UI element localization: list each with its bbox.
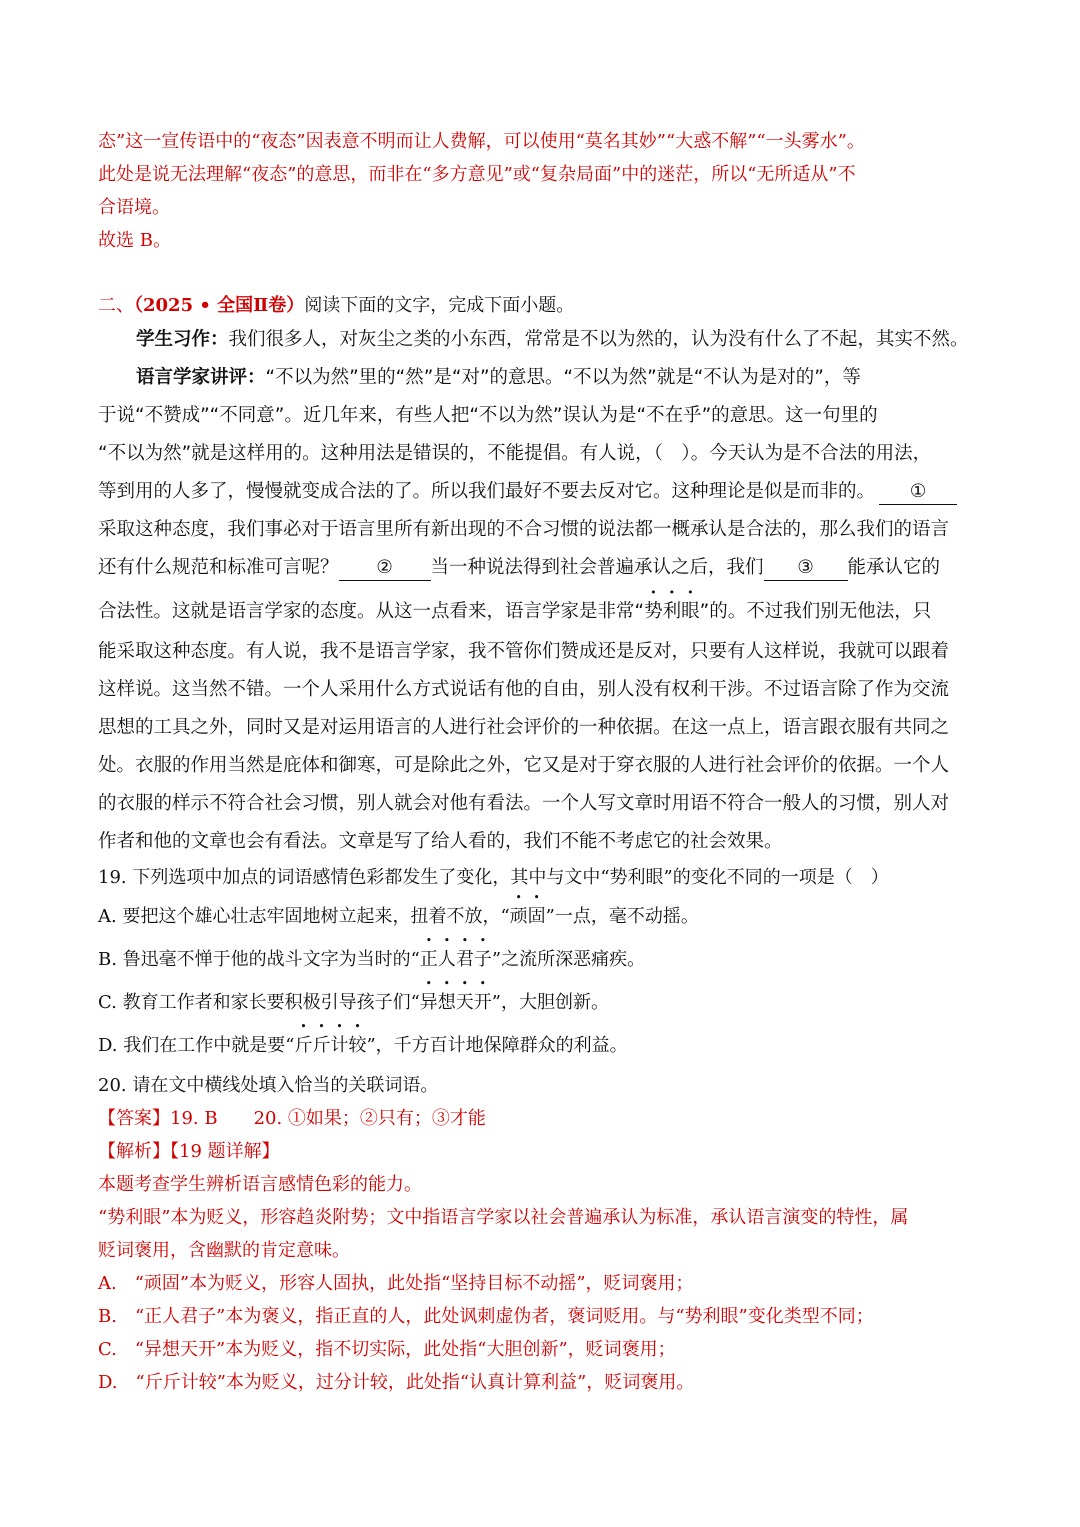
passage-text: 合法性。这就是语言学家的态度。从这一点看来，语言学家是非常“ bbox=[98, 601, 645, 622]
analysis-option-d: D. “斤斤计较”本为贬义，过分计较，此处指“认真计算利益”，贬词褒用。 bbox=[98, 1372, 695, 1393]
passage-line bbox=[98, 600, 931, 624]
blank-1: ① bbox=[879, 480, 957, 505]
passage-line bbox=[98, 556, 940, 581]
explanation-line: 态”这一宣传语中的“夜态”因表意不明而让人费解，可以使用“莫名其妙”“大惑不解”“一头雾水”。 bbox=[98, 131, 865, 152]
passage-line: 采取这种态度，我们事必对于语言里所有新出现的不合习惯的说法都一概承认是合法的，那么我们的语言 bbox=[98, 519, 950, 540]
option-text: ”，千方百计地保障群众的利益。 bbox=[366, 1035, 628, 1056]
emphasis-char: 固 bbox=[527, 906, 546, 927]
option-a bbox=[98, 905, 699, 929]
passage-text: 我们很多人，对灰尘之类的小东西，常常是不以为然的，认为没有什么了不起，其实不然。 bbox=[228, 329, 969, 350]
question-19-stem: 19. 下列选项中加点的词语感情色彩都发生了变化，其中与文中“势利眼”的变化不同的一项是（ ） bbox=[98, 867, 889, 888]
dotted-word bbox=[294, 1035, 366, 1056]
section-instruction: 阅读下面的文字，完成下面小题。 bbox=[304, 295, 575, 316]
passage-line: 于说“不赞成”“不同意”。近几年来，有些人把“不以为然”误认为是“不在乎”的意思。这一句里的 bbox=[98, 405, 878, 426]
emphasis-char: 正 bbox=[419, 949, 438, 970]
emphasis-char: 斤 bbox=[294, 1035, 313, 1056]
passage-line: 处。衣服的作用当然是庇体和御寒，可是除此之外，它又是对于穿衣服的人进行社会评价的依据。一个人 bbox=[98, 755, 950, 776]
option-d bbox=[98, 1034, 628, 1058]
option-text: ”，大胆创新。 bbox=[491, 992, 609, 1013]
passage-text: “不以为然”里的“然”是“对”的意思。“不以为然”就是“不认为是对的”，等 bbox=[265, 367, 861, 388]
emphasis-char: 想 bbox=[437, 992, 456, 1013]
option-text: C. 教育工作者和家长要积极引导孩子们“ bbox=[98, 992, 420, 1013]
section-heading bbox=[98, 294, 574, 318]
emphasis-char: 顽 bbox=[509, 906, 528, 927]
conclusion-line: 故选 B。 bbox=[98, 230, 171, 251]
analysis-line: 贬词褒用，含幽默的肯定意味。 bbox=[98, 1240, 350, 1261]
analysis-line: “势利眼”本为贬义，形容趋炎附势；文中指语言学家以社会普遍承认为标准，承认语言演变的特性，属 bbox=[98, 1207, 909, 1228]
emphasis-char: 计 bbox=[330, 1035, 349, 1056]
emphasis-char: 斤 bbox=[312, 1035, 331, 1056]
emphasis-char: 开 bbox=[473, 992, 492, 1013]
passage-line: 能采取这种态度。有人说，我不是语言学家，我不管你们赞成还是反对，只要有人这样说，我就可以跟着 bbox=[98, 641, 950, 662]
option-text: A. 要把这个雄心壮志牢固地树立起来，扭着不放，“ bbox=[98, 906, 510, 927]
analysis-line: 本题考查学生辨析语言感情色彩的能力。 bbox=[98, 1174, 422, 1195]
analysis-heading: 【解析】【19 题详解】 bbox=[98, 1141, 280, 1162]
explanation-line: 此处是说无法理解“夜态”的意思，而非在“多方意见”或“复杂局面”中的迷茫，所以“无所适从”不 bbox=[98, 164, 856, 185]
emphasis-char: 利 bbox=[662, 601, 682, 622]
question-20-stem: 20. 请在文中横线处填入恰当的关联词语。 bbox=[98, 1075, 439, 1096]
blank-3: ③ bbox=[764, 556, 848, 581]
analysis-option-c: C. “异想天开”本为贬义，指不切实际，此处指“大胆创新”，贬词褒用； bbox=[98, 1339, 676, 1360]
option-c bbox=[98, 991, 609, 1015]
emphasis-char: 较 bbox=[348, 1035, 367, 1056]
emphasis-char: 眼 bbox=[681, 601, 700, 622]
emphasis-char: 人 bbox=[437, 949, 456, 970]
passage-text: ”的。不过我们别无他法，只 bbox=[699, 601, 932, 622]
emphasis-char: 子 bbox=[473, 949, 492, 970]
dotted-word bbox=[420, 992, 492, 1013]
passage-label: 语言学家讲评： bbox=[136, 367, 266, 388]
passage-line: 作者和他的文章也会有看法。文章是写了给人看的，我们不能不考虑它的社会效果。 bbox=[98, 831, 783, 852]
option-text: B. 鲁迅毫不惮于他的战斗文字为当时的“ bbox=[98, 949, 420, 970]
passage-text: 还有什么规范和标准可言呢？ bbox=[98, 557, 339, 578]
explanation-line: 合语境。 bbox=[98, 197, 170, 218]
dotted-word-shiliyan bbox=[644, 601, 700, 622]
passage-text: 能承认它的 bbox=[847, 557, 941, 578]
option-text: D. 我们在工作中就是要“ bbox=[98, 1035, 295, 1056]
option-text: ”之流所深恶痛疾。 bbox=[491, 949, 646, 970]
passage-label: 学生习作： bbox=[136, 329, 229, 350]
dotted-word bbox=[420, 949, 492, 970]
answer-line: 【答案】19. B 20. ①如果；②只有；③才能 bbox=[98, 1108, 486, 1129]
passage-paragraph-2-start bbox=[136, 366, 861, 390]
emphasis-char: 君 bbox=[455, 949, 474, 970]
passage-line bbox=[98, 480, 957, 505]
passage-text: 等到用的人多了，慢慢就变成合法的了。所以我们最好不要去反对它。这种理论是似是而非的。 bbox=[98, 481, 876, 502]
passage-line: 的衣服的样示不符合社会习惯，别人就会对他有看法。一个人写文章时用语不符合一般人的习惯，别人对 bbox=[98, 793, 950, 814]
passage-paragraph-1 bbox=[136, 328, 969, 352]
analysis-option-b: B. “正人君子”本为褒义，指正直的人，此处讽刺虚伪者，褒词贬用。与“势利眼”变化类型不同； bbox=[98, 1306, 874, 1327]
section-source: （2025 • 全国Ⅱ卷） bbox=[134, 295, 305, 316]
emphasis-char: 天 bbox=[455, 992, 474, 1013]
option-text: ”一点，毫不动摇。 bbox=[545, 906, 699, 927]
section-number: 二、 bbox=[98, 295, 134, 316]
emphasis-char: 异 bbox=[419, 992, 438, 1013]
passage-line: 思想的工具之外，同时又是对运用语言的人进行社会评价的一种依据。在这一点上，语言跟衣服有共同之 bbox=[98, 717, 950, 738]
passage-line: “不以为然”就是这样用的。这种用法是错误的，不能提倡。有人说，（ ）。今天认为是不合法的用法， bbox=[98, 443, 932, 464]
analysis-option-a: A. “顽固”本为贬义，形容人固执，此处指“坚持目标不动摇”，贬词褒用； bbox=[98, 1273, 694, 1294]
passage-text: 当一种说法得到社会普遍承认之后，我们 bbox=[430, 557, 764, 578]
emphasis-char: 势 bbox=[644, 601, 663, 622]
dotted-word bbox=[510, 906, 546, 927]
passage-line: 这样说。这当然不错。一个人采用什么方式说话有他的自由，别人没有权利干涉。不过语言除了作为交流 bbox=[98, 679, 950, 700]
blank-2: ② bbox=[339, 556, 431, 581]
option-b bbox=[98, 948, 645, 972]
